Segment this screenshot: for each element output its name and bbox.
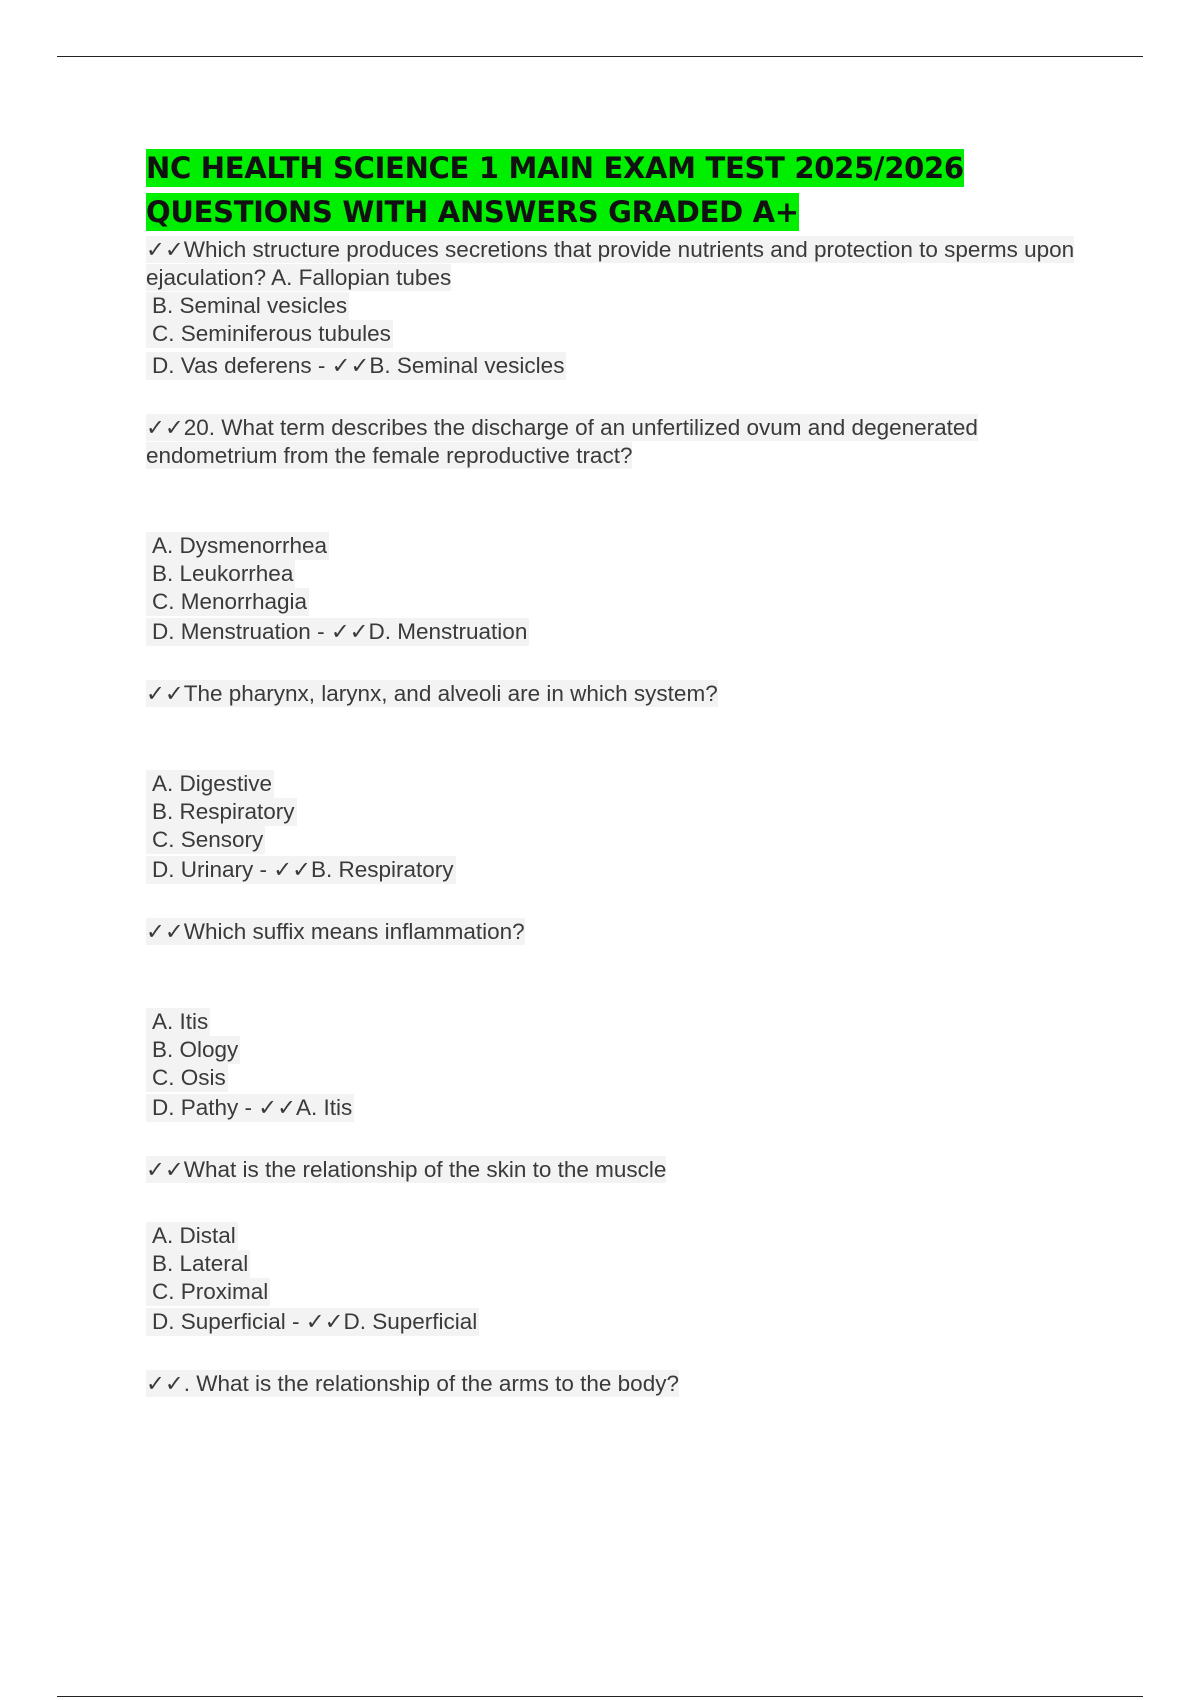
option-list <box>146 770 1096 884</box>
option-item: B. Seminal vesicles <box>146 292 349 320</box>
question-text: ✓✓What is the relationship of the skin to the muscle <box>146 1157 667 1182</box>
option-item: C. Osis <box>146 1064 228 1092</box>
option-item: A. Dysmenorrhea <box>146 532 329 560</box>
option-item: B. Lateral <box>146 1250 250 1278</box>
option-item: A. Distal <box>146 1222 238 1250</box>
question-text: ✓✓Which suffix means inflammation? <box>146 919 525 944</box>
answer-item: D. Superficial - ✓✓D. Superficial <box>146 1308 479 1336</box>
option-item: C. Menorrhagia <box>146 588 309 616</box>
answer-item: D. Vas deferens - ✓✓B. Seminal vesicles <box>146 352 566 380</box>
option-list <box>146 532 1096 646</box>
question-block <box>146 918 1096 1122</box>
question-block <box>146 414 1096 646</box>
question-text: ✓✓Which structure produces secretions that provide nutrients and protection to sperms upon ejaculation? A. Fallopian tubes <box>146 237 1075 290</box>
option-item: C. Sensory <box>146 826 265 854</box>
question-block <box>146 680 1096 884</box>
option-list <box>146 292 1096 380</box>
option-item: C. Proximal <box>146 1278 270 1306</box>
answer-item: D. Pathy - ✓✓A. Itis <box>146 1094 354 1122</box>
question-block <box>146 1370 1096 1398</box>
option-item: B. Respiratory <box>146 798 297 826</box>
option-item: C. Seminiferous tubules <box>146 320 393 348</box>
header-rule <box>57 56 1143 57</box>
question-block <box>146 1156 1096 1336</box>
question-text: ✓✓The pharynx, larynx, and alveoli are in which system? <box>146 681 718 706</box>
footer-rule <box>57 1696 1143 1697</box>
title-line-1: NC HEALTH SCIENCE 1 MAIN EXAM TEST 2025/2026 <box>146 151 964 185</box>
option-item: A. Digestive <box>146 770 274 798</box>
question-text: ✓✓. What is the relationship of the arms to the body? <box>146 1371 679 1396</box>
option-item: B. Ology <box>146 1036 240 1064</box>
answer-item: D. Menstruation - ✓✓D. Menstruation <box>146 618 529 646</box>
option-list <box>146 1008 1096 1122</box>
document-body <box>146 146 1096 1398</box>
option-item: B. Leukorrhea <box>146 560 295 588</box>
option-list <box>146 1222 1096 1336</box>
title-line-2: QUESTIONS WITH ANSWERS GRADED A+ <box>146 195 799 229</box>
answer-item: D. Urinary - ✓✓B. Respiratory <box>146 856 456 884</box>
question-block <box>146 236 1096 380</box>
document-title <box>146 146 1096 234</box>
question-text: ✓✓20. What term describes the discharge of an unfertilized ovum and degenerated endometrium from the female reproductive tract? <box>146 415 978 468</box>
option-item: A. Itis <box>146 1008 210 1036</box>
